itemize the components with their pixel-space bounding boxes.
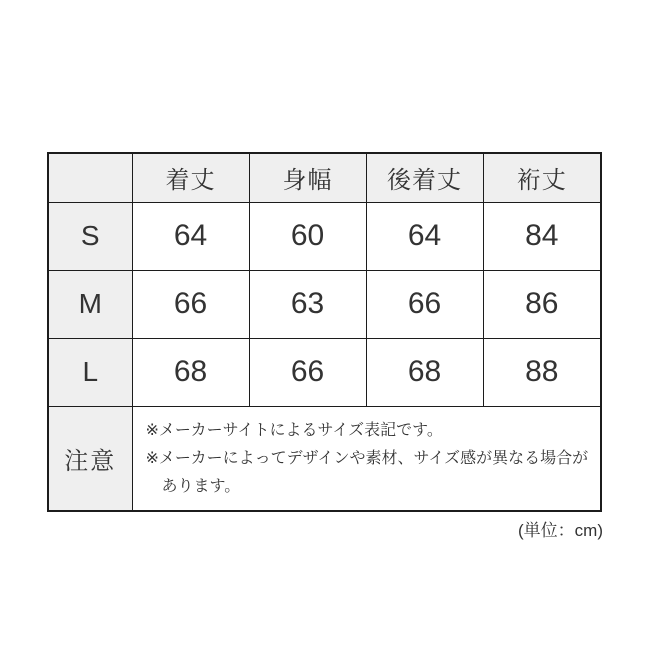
size-chart-table: [47, 152, 602, 512]
cell-l-back-length: 68: [366, 338, 483, 406]
note-line-3: あります。: [161, 478, 241, 496]
note-cell: [132, 406, 601, 511]
unit-label: (単位：cm): [518, 521, 603, 540]
header-row: [48, 153, 601, 202]
cell-s-back-length: 64: [366, 202, 483, 270]
cell-m-body-length: 66: [132, 270, 249, 338]
cell-l-body-length: 68: [132, 338, 249, 406]
size-label-m: M: [48, 270, 132, 338]
note-row: [48, 406, 601, 511]
note-label: 注意: [48, 406, 132, 511]
corner-cell: [48, 153, 132, 202]
column-header-back-length: 後着丈: [366, 153, 483, 202]
cell-m-back-length: 66: [366, 270, 483, 338]
cell-s-body-width: 60: [249, 202, 366, 270]
table-row-size-l: [48, 338, 601, 406]
size-label-s: S: [48, 202, 132, 270]
cell-l-body-width: 66: [249, 338, 366, 406]
column-header-body-width: 身幅: [249, 153, 366, 202]
cell-m-body-width: 63: [249, 270, 366, 338]
cell-m-sleeve-length: 86: [483, 270, 601, 338]
table-row-size-s: [48, 202, 601, 270]
cell-s-body-length: 64: [132, 202, 249, 270]
cell-s-sleeve-length: 84: [483, 202, 601, 270]
note-line-2: ※メーカーによってデザインや素材、サイズ感が異なる場合が: [145, 450, 589, 468]
size-label-l: L: [48, 338, 132, 406]
column-header-body-length: 着丈: [132, 153, 249, 202]
cell-l-sleeve-length: 88: [483, 338, 601, 406]
column-header-sleeve-length: 裄丈: [483, 153, 601, 202]
note-line-1: ※メーカーサイトによるサイズ表記です。: [145, 422, 443, 440]
table-row-size-m: [48, 270, 601, 338]
